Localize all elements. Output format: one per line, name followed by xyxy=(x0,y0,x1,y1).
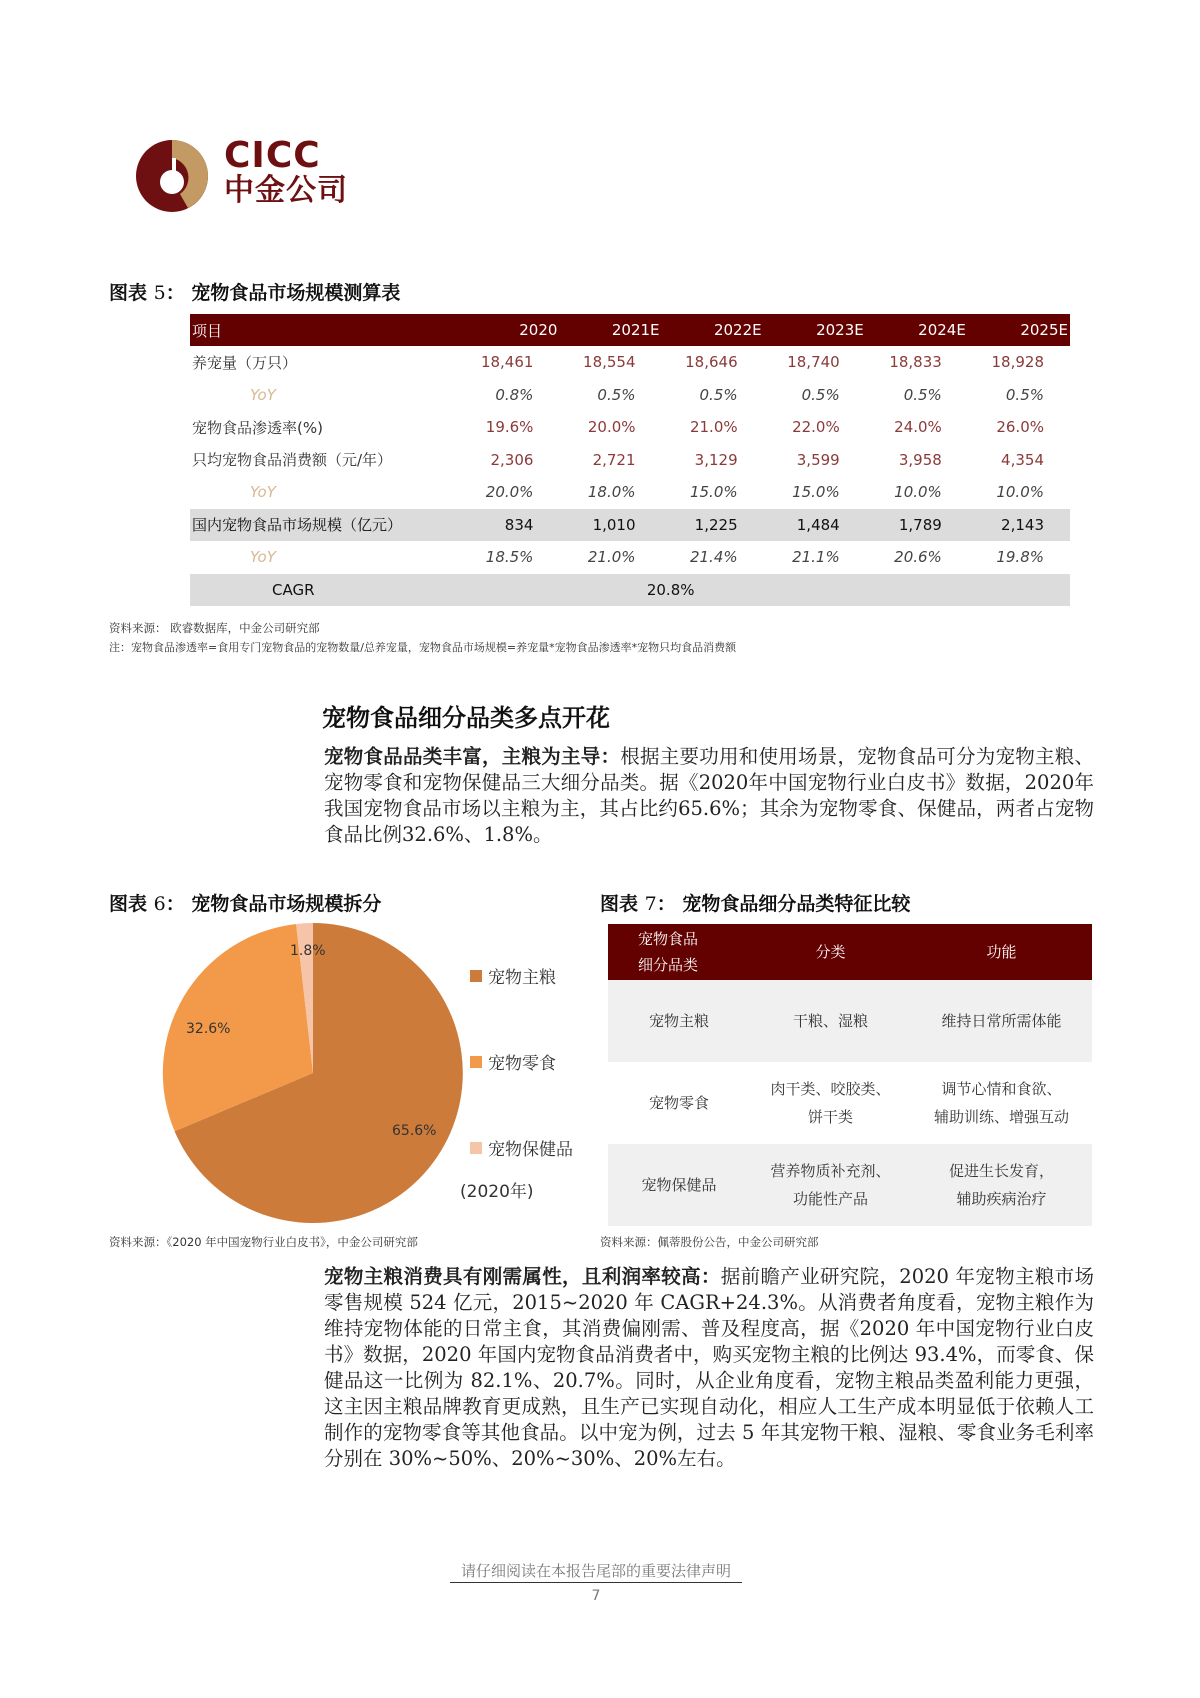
cell: 18,740 xyxy=(787,353,840,372)
cell: 18,833 xyxy=(889,353,942,372)
table-row xyxy=(608,1062,1092,1144)
legend-label: 宠物主粮 xyxy=(488,968,556,988)
col-header-category xyxy=(608,924,750,980)
paragraph-1-body: 根据主要功用和使用场景，宠物食品可分为宠物主粮、宠物零食和宠物保健品三大细分品类。据《2020年中国宠物行业白皮书》数据，2020年我国宠物食品市场以主粮为主，其占比约65.6%；其余为宠物零食、保健品，两者占宠物食品比例32.6%、1.8%。 xyxy=(324,745,1094,846)
legend-label: 宠物保健品 xyxy=(488,1140,573,1160)
col-header: 项目 xyxy=(190,314,457,346)
cell: 24.0% xyxy=(894,418,942,437)
cell: 1,225 xyxy=(662,509,764,542)
figure-title-text: 宠物食品市场规模测算表 xyxy=(191,282,401,304)
market-size-table xyxy=(190,314,1070,606)
figure5-source: 资料来源： 欧睿数据库，中金公司研究部 xyxy=(109,621,320,635)
cell: 15.0% xyxy=(792,483,840,502)
legend-swatch xyxy=(470,1142,482,1154)
row-label: YoY xyxy=(250,385,276,404)
cell: 2,143 xyxy=(968,509,1070,542)
cagr-value: 20.8% xyxy=(457,574,1070,607)
cell: 18,554 xyxy=(583,353,636,372)
figure6-source: 资料来源：《2020 年中国宠物行业白皮书》，中金公司研究部 xyxy=(109,1235,418,1249)
cell: 3,129 xyxy=(694,450,738,469)
cell: 4,354 xyxy=(1001,450,1044,469)
table-row-yoy xyxy=(190,379,1070,412)
legend-item-snack xyxy=(470,1049,556,1074)
row-label: 只均宠物食品消费额（元/年） xyxy=(192,451,393,470)
table-header-row xyxy=(190,314,1070,346)
figure5-note: 注：宠物食品渗透率=食用专门宠物食品的宠物数量/总养宠量，宠物食品市场规模=养宠量*宠物食品渗透率*宠物只均食品消费额 xyxy=(109,641,737,654)
logo-text-cn: 中金公司 xyxy=(224,173,348,208)
legend-label: 宠物零食 xyxy=(488,1054,556,1074)
cell: 22.0% xyxy=(792,418,840,437)
col-header: 2024E xyxy=(866,314,968,346)
pie-label-snack: 32.6% xyxy=(186,1021,231,1037)
table-row xyxy=(608,980,1092,1062)
cell: 3,958 xyxy=(898,450,942,469)
colon: ： xyxy=(165,893,185,915)
cell: 0.5% xyxy=(1005,385,1044,404)
colon: ： xyxy=(656,893,676,915)
table-row-highlight xyxy=(190,509,1070,542)
paragraph-2-body: 据前瞻产业研究院，2020 年宠物主粮市场零售规模 524 亿元，2015~2020 年 CAGR+24.3%。从消费者角度看，宠物主粮作为维持宠物体能的日常主食，其消费偏刚需、普及程度高，据《2020 年中国宠物行业白皮书》数据，2020 年国内宠物食品消费者中，购买宠物主粮的比例达 93.4%，而零食、保健品这一比例为 82.1%、20.7%。同时，从企业角度看，宠物主粮品类盈利能力更强，这主因主粮品牌教育更成熟，且生产已实现自动化，相应人工生产成本明显低于依赖人工制作的宠物零食等其他食品。以中宠为例，过去 5 年其宠物干粮、湿粮、零食业务毛利率分别在 30%~50%、20%~30%、20%左右。 xyxy=(324,1265,1094,1470)
cell-line: 辅助训练、增强互动 xyxy=(934,1108,1070,1126)
cicc-logo xyxy=(132,136,362,216)
cell-category: 宠物零食 xyxy=(648,1094,709,1112)
paragraph-1 xyxy=(324,744,1094,848)
table-row-yoy xyxy=(190,476,1070,509)
category-comparison-table xyxy=(608,924,1092,1226)
cell: 19.8% xyxy=(996,548,1044,567)
cell: 0.5% xyxy=(903,385,942,404)
cell-category: 宠物主粮 xyxy=(608,980,750,1062)
legend-item-staple xyxy=(470,963,556,988)
cell-category: 宠物保健品 xyxy=(608,1144,750,1226)
col-header-function: 功能 xyxy=(911,924,1092,980)
cell: 19.6% xyxy=(485,418,534,437)
pie-label-staple: 65.6% xyxy=(392,1123,437,1139)
cicc-logo-icon xyxy=(132,136,212,216)
cell: 20.0% xyxy=(587,418,636,437)
cell-line: 功能性产品 xyxy=(793,1190,869,1208)
cell-types xyxy=(750,1144,911,1226)
row-label: 宠物食品渗透率(%) xyxy=(192,418,323,437)
paragraph-2 xyxy=(324,1264,1094,1472)
legend-swatch xyxy=(470,1056,482,1068)
col-header: 2025E xyxy=(968,314,1070,346)
colon: ： xyxy=(165,282,185,304)
cell-line: 调节心情和食欲、 xyxy=(941,1080,1062,1098)
cell: 21.4% xyxy=(689,548,738,567)
figure7-title xyxy=(600,889,910,916)
pie-chart xyxy=(160,920,466,1226)
table-header-row xyxy=(608,924,1092,980)
cell-function xyxy=(911,980,1092,1062)
row-label: 国内宠物食品市场规模（亿元） xyxy=(190,509,457,542)
cell: 21.1% xyxy=(792,548,840,567)
figure7-source: 资料来源：佩蒂股份公告，中金公司研究部 xyxy=(600,1235,819,1249)
cell: 1,789 xyxy=(866,509,968,542)
table-row xyxy=(190,444,1070,477)
figure-prefix: 图表 xyxy=(109,282,148,304)
legal-disclaimer-link[interactable]: 请仔细阅读在本报告尾部的重要法律声明 xyxy=(450,1560,742,1583)
table-row-cagr xyxy=(190,574,1070,607)
legend-item-health xyxy=(470,1135,573,1160)
cell: 18.5% xyxy=(485,548,534,567)
cell: 1,010 xyxy=(559,509,661,542)
cell-line: 维持日常所需体能 xyxy=(941,1012,1062,1030)
row-label: YoY xyxy=(250,483,276,502)
figure6-title xyxy=(109,889,381,916)
paragraph-1-lead: 宠物食品品类丰富，主粮为主导： xyxy=(324,745,621,768)
cell: 2,306 xyxy=(490,450,534,469)
col-header: 2020 xyxy=(457,314,559,346)
cell: 0.5% xyxy=(597,385,636,404)
header-line: 宠物食品 xyxy=(638,930,699,948)
figure-title-text: 宠物食品细分品类特征比较 xyxy=(682,893,911,915)
logo-text-en: CICC xyxy=(224,135,321,176)
cell: 26.0% xyxy=(996,418,1044,437)
table-row xyxy=(190,411,1070,444)
cell: 18,646 xyxy=(685,353,738,372)
pie-year-note: (2020年) xyxy=(460,1182,534,1202)
figure-number: 5 xyxy=(153,282,166,304)
cell: 18,461 xyxy=(480,353,534,372)
row-label: 养宠量（万只） xyxy=(192,353,298,372)
cell: 18,928 xyxy=(991,353,1044,372)
cell: 10.0% xyxy=(996,483,1044,502)
section-heading: 宠物食品细分品类多点开花 xyxy=(322,704,610,732)
cell-function xyxy=(911,1144,1092,1226)
figure-prefix: 图表 xyxy=(109,893,148,915)
figure-number: 6 xyxy=(153,893,166,915)
cell-line: 肉干类、咬胶类、 xyxy=(770,1080,891,1098)
cell: 21.0% xyxy=(587,548,636,567)
cell: 18.0% xyxy=(587,483,636,502)
cell: 20.0% xyxy=(485,483,534,502)
row-label: YoY xyxy=(250,548,276,567)
cagr-label: CAGR xyxy=(190,574,457,607)
cell: 0.8% xyxy=(495,385,534,404)
figure-title-text: 宠物食品市场规模拆分 xyxy=(191,893,382,915)
cell-line: 干粮、湿粮 xyxy=(793,1012,869,1030)
figure5-title xyxy=(109,278,400,305)
col-header-type: 分类 xyxy=(750,924,911,980)
cell-types xyxy=(750,980,911,1062)
cell-line: 营养物质补充剂、 xyxy=(770,1162,891,1180)
cell: 0.5% xyxy=(801,385,840,404)
legend-swatch xyxy=(470,970,482,982)
pie-label-health: 1.8% xyxy=(290,943,326,959)
cell: 834 xyxy=(457,509,559,542)
cell-function xyxy=(911,1062,1092,1144)
figure-prefix: 图表 xyxy=(600,893,639,915)
cell-types xyxy=(750,1062,911,1144)
cell: 20.6% xyxy=(894,548,942,567)
col-header: 2022E xyxy=(662,314,764,346)
cell: 1,484 xyxy=(764,509,866,542)
cell: 3,599 xyxy=(796,450,840,469)
paragraph-2-lead: 宠物主粮消费具有刚需属性，且利润率较高： xyxy=(324,1265,721,1288)
cell-line: 促进生长发育， xyxy=(949,1162,1055,1180)
cell: 0.5% xyxy=(699,385,738,404)
figure-number: 7 xyxy=(644,893,657,915)
cell: 2,721 xyxy=(592,450,636,469)
header-line: 细分品类 xyxy=(638,956,699,974)
cell-line: 辅助疾病治疗 xyxy=(956,1190,1047,1208)
cell: 10.0% xyxy=(894,483,942,502)
table-row-yoy xyxy=(190,541,1070,574)
cell: 21.0% xyxy=(689,418,738,437)
table-row xyxy=(190,346,1070,379)
col-header: 2023E xyxy=(764,314,866,346)
cell: 15.0% xyxy=(689,483,738,502)
cell-line: 饼干类 xyxy=(808,1108,854,1126)
col-header: 2021E xyxy=(559,314,661,346)
table-row xyxy=(608,1144,1092,1226)
page-number: 7 xyxy=(591,1588,601,1604)
